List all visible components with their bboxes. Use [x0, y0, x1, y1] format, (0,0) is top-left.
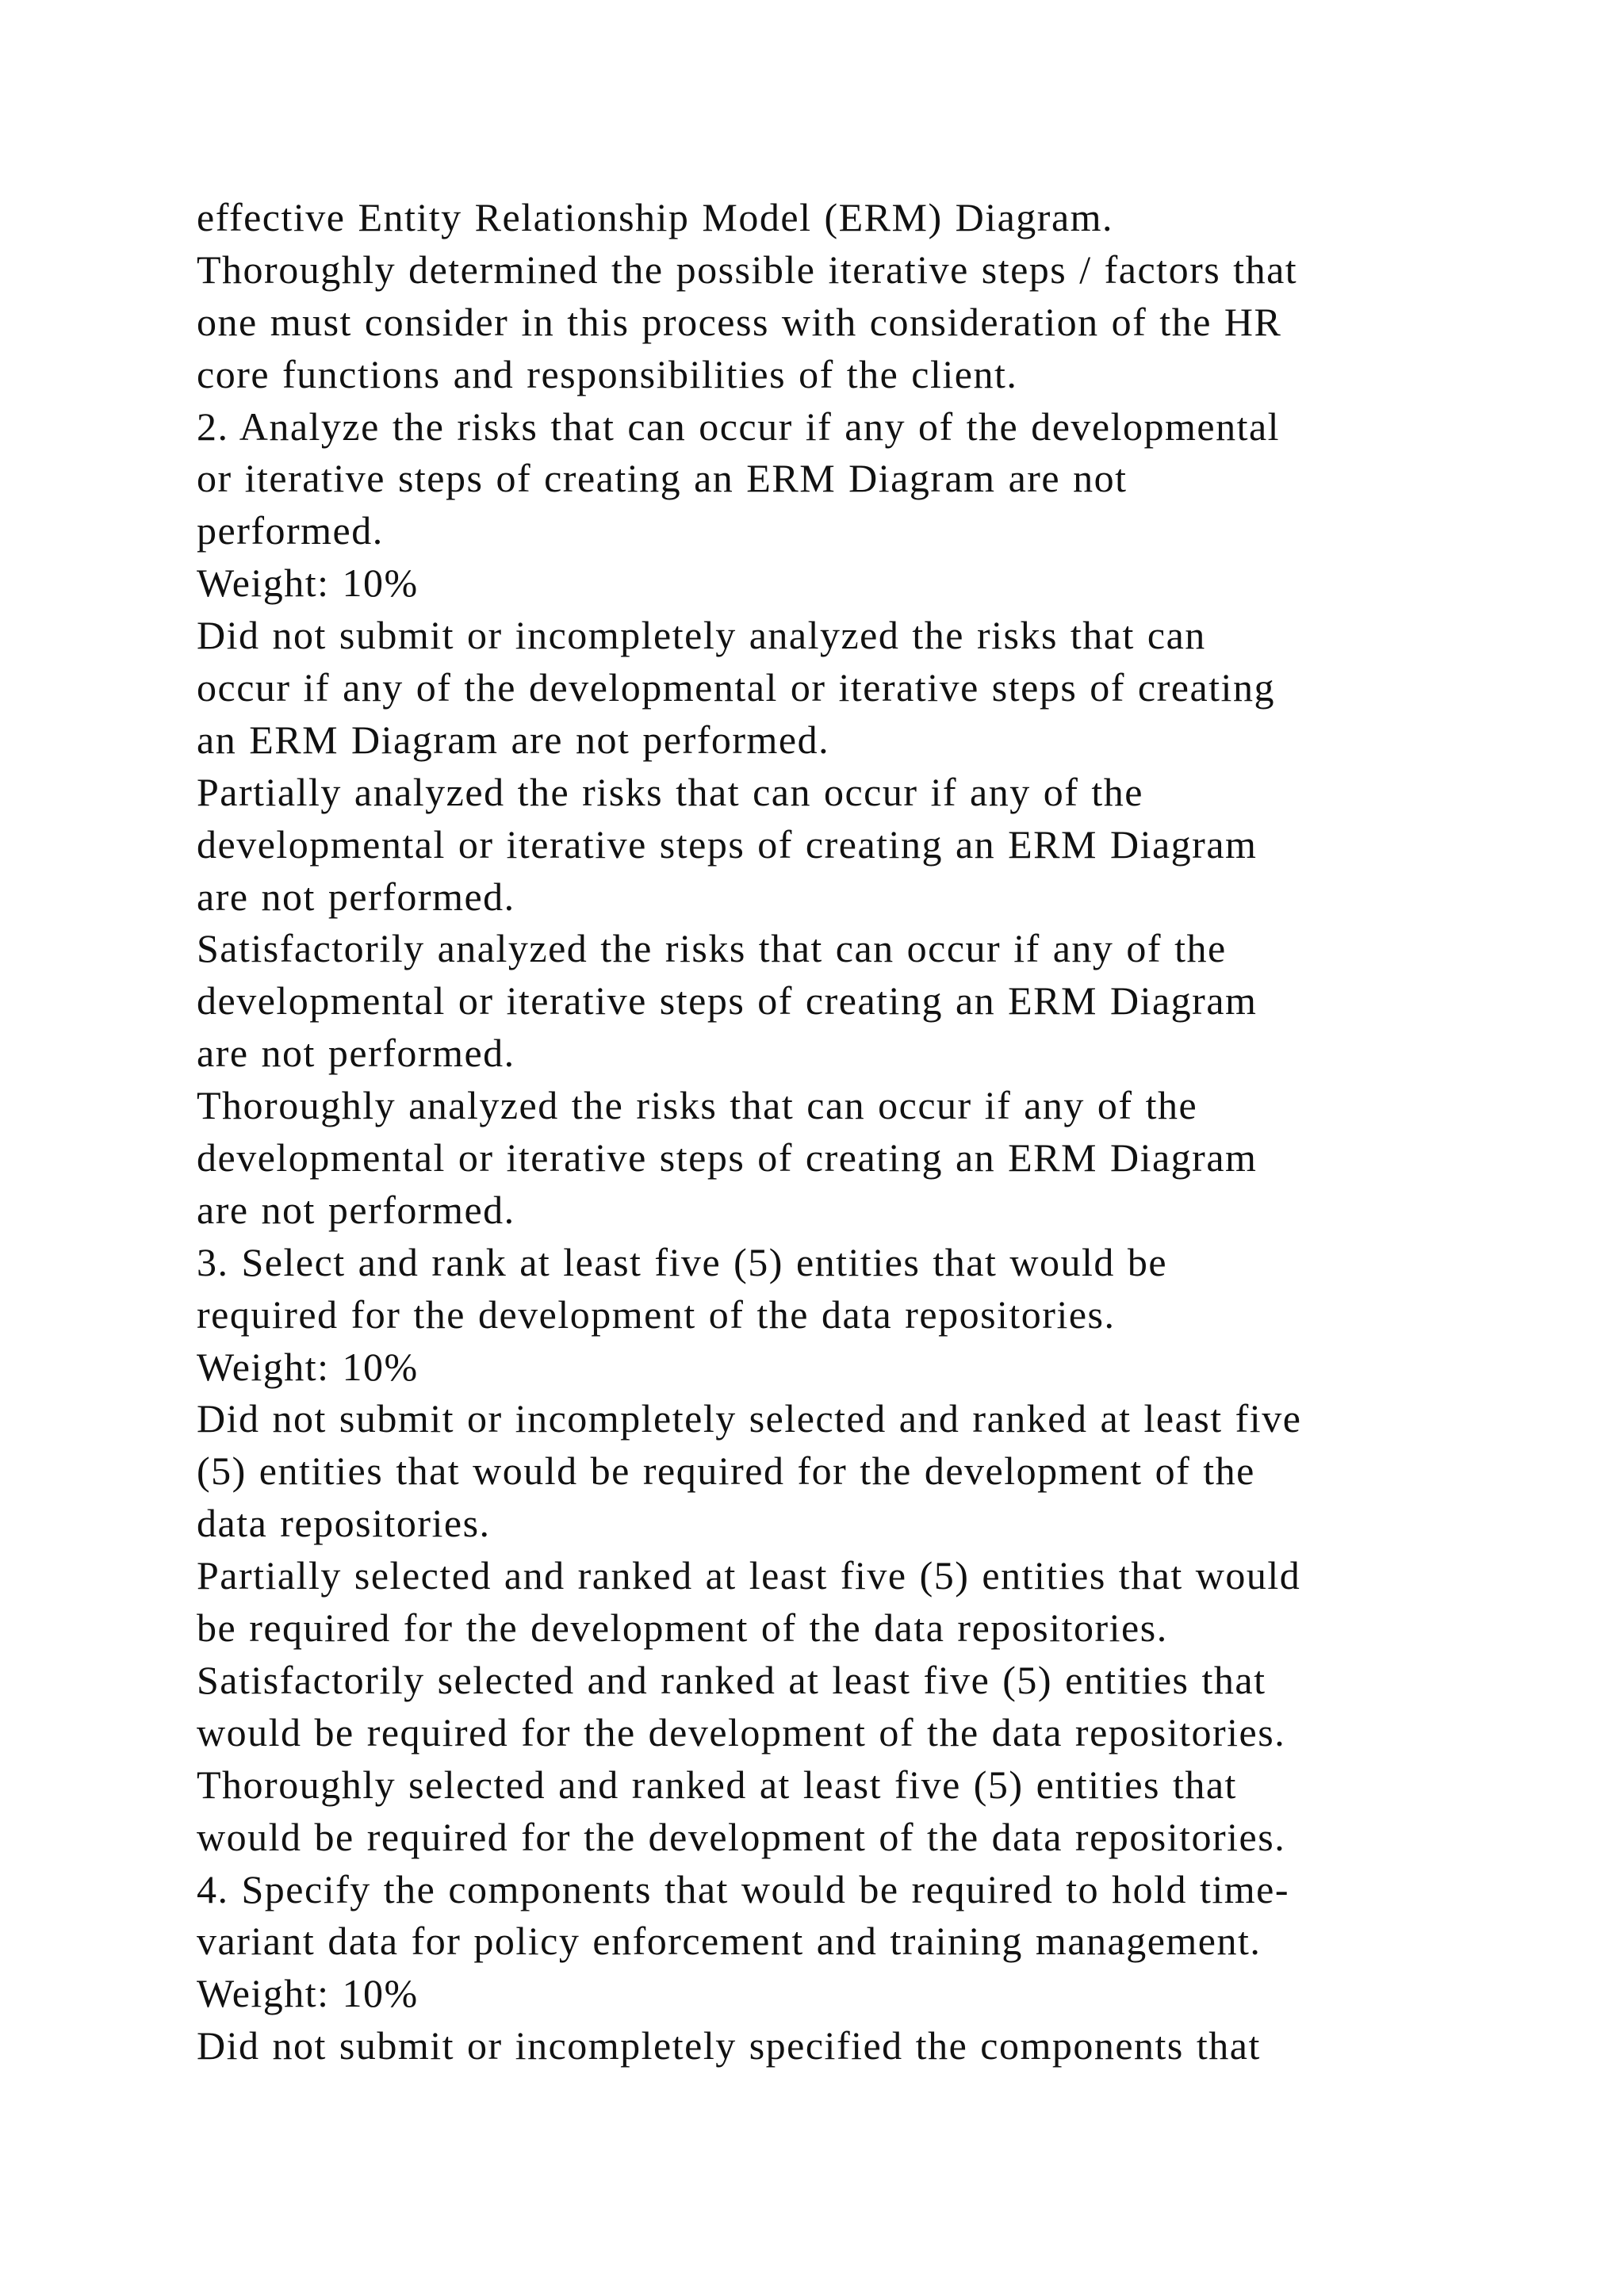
text-line: (5) entities that would be required for the development of the: [197, 1448, 1255, 1494]
document-body: [197, 192, 1497, 2072]
text-line: Weight: 10%: [197, 561, 419, 606]
text-line: required for the development of the data repositories.: [197, 1292, 1116, 1337]
text-line: developmental or iterative steps of creating an ERM Diagram: [197, 1135, 1258, 1181]
text-line: would be required for the development of the data repositories.: [197, 1814, 1286, 1859]
text-line: developmental or iterative steps of creating an ERM Diagram: [197, 978, 1258, 1024]
text-line: 3. Select and rank at least five (5) entities that would be: [197, 1239, 1168, 1284]
text-line: Did not submit or incompletely specified the components that: [197, 2023, 1261, 2068]
text-line: or iterative steps of creating an ERM Diagram are not: [197, 456, 1128, 501]
text-line: are not performed.: [197, 1187, 515, 1232]
text-line: Partially analyzed the risks that can occur if any of the: [197, 769, 1143, 814]
text-line: Weight: 10%: [197, 1971, 419, 2016]
text-line: Satisfactorily analyzed the risks that can occur if any of the: [197, 926, 1227, 971]
text-line: developmental or iterative steps of creating an ERM Diagram: [197, 821, 1258, 867]
text-line: Satisfactorily selected and ranked at least five (5) entities that: [197, 1657, 1266, 1702]
text-line: 4. Specify the components that would be required to hold time-: [197, 1866, 1289, 1911]
text-line: effective Entity Relationship Model (ERM) Diagram.: [197, 195, 1114, 239]
text-line: an ERM Diagram are not performed.: [197, 717, 830, 762]
text-line: Did not submit or incompletely selected and ranked at least five: [197, 1396, 1302, 1441]
text-line: Did not submit or incompletely analyzed the risks that can: [197, 613, 1206, 658]
text-line: are not performed.: [197, 874, 515, 919]
text-line: 2. Analyze the risks that can occur if any of the developmental: [197, 404, 1281, 449]
text-line: Thoroughly selected and ranked at least five (5) entities that: [197, 1762, 1237, 1807]
text-line: performed.: [197, 508, 384, 553]
text-line: be required for the development of the data repositories.: [197, 1605, 1168, 1651]
text-line: data repositories.: [197, 1501, 491, 1546]
text-line: are not performed.: [197, 1031, 515, 1076]
text-line: Thoroughly analyzed the risks that can occur if any of the: [197, 1083, 1198, 1128]
text-line: Partially selected and ranked at least five (5) entities that would: [197, 1553, 1301, 1598]
text-line: Weight: 10%: [197, 1344, 419, 1389]
text-line: occur if any of the developmental or iterative steps of creating: [197, 665, 1275, 710]
text-line: would be required for the development of the data repositories.: [197, 1709, 1286, 1755]
text-line: one must consider in this process with consideration of the HR: [197, 299, 1282, 344]
text-line: core functions and responsibilities of the client.: [197, 351, 1018, 396]
text-line: Thoroughly determined the possible iterative steps / factors that: [197, 247, 1298, 292]
text-line: variant data for policy enforcement and training management.: [197, 1919, 1262, 1964]
